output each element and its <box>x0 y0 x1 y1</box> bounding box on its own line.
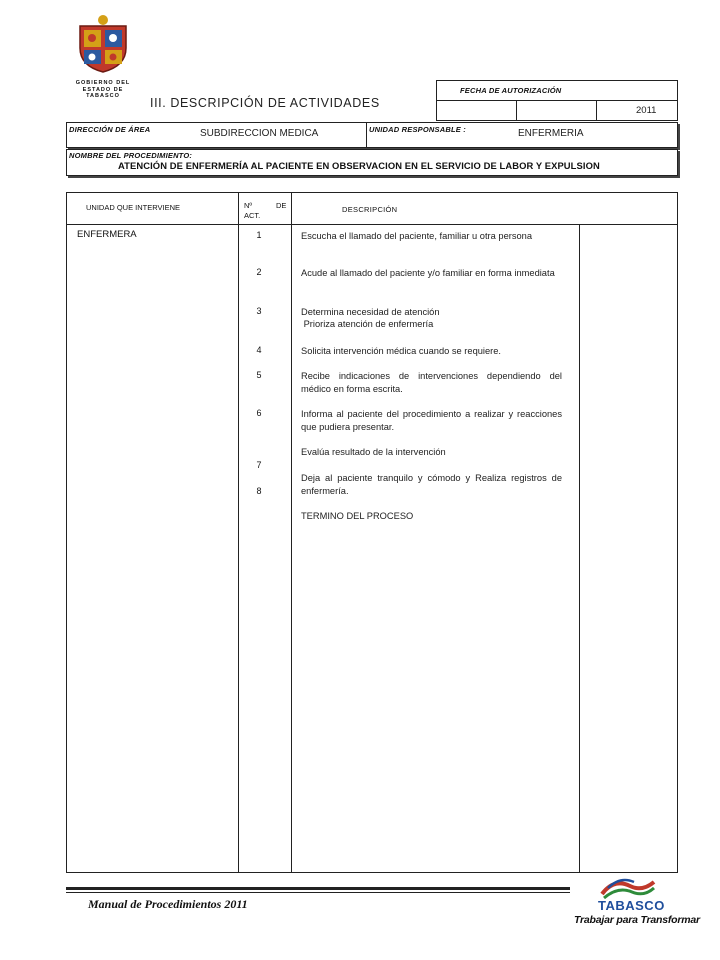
seal-line-3: TABASCO <box>86 93 120 99</box>
step-number-4: 4 <box>256 345 262 355</box>
header-descripcion: DESCRIPCIÓN <box>342 205 398 214</box>
manual-title: Manual de Procedimientos 2011 <box>88 897 248 911</box>
footer-rule-thick <box>66 887 570 890</box>
seal-text <box>72 80 134 100</box>
header-unidad: UNIDAD QUE INTERVIENE <box>86 203 181 212</box>
direccion-area-value: SUBDIRECCION MEDICA <box>200 128 319 139</box>
direccion-area-label: DIRECCIÓN DE ÁREA <box>69 125 151 134</box>
step-description-7: Evalúa resultado de la intervención <box>301 447 446 457</box>
step-description-4: Solicita intervención médica cuando se requiere. <box>301 346 501 356</box>
step-number-8: 8 <box>256 486 262 496</box>
step-description-end: TERMINO DEL PROCESO <box>301 511 414 521</box>
unidad-value: ENFERMERA <box>77 229 137 240</box>
step-description-2: Acude al llamado del paciente y/o familiar en forma inmediata <box>301 268 555 278</box>
government-seal <box>72 12 134 99</box>
fecha-sep-1 <box>516 100 517 121</box>
step-number-1: 1 <box>256 230 262 240</box>
fecha-divider <box>436 100 678 101</box>
step-number-2: 2 <box>256 267 262 277</box>
procedimiento-value: ATENCIÓN DE ENFERMERÍA AL PACIENTE EN OBSERVACION EN EL SERVICIO DE LABOR Y EXPULSION <box>118 160 600 171</box>
step-description-6: Informa al paciente del procedimiento a realizar y reacciones que pudiera presentar. <box>301 409 562 432</box>
step-number-7: 7 <box>256 460 262 470</box>
seal-shield-icon <box>72 12 134 74</box>
unidad-responsable-label: UNIDAD RESPONSABLE : <box>369 125 466 134</box>
section-title: III. DESCRIPCIÓN DE ACTIVIDADES <box>150 96 380 110</box>
brand-name: TABASCO <box>598 898 665 913</box>
footer-rule-thin <box>66 892 570 893</box>
step-number-3: 3 <box>256 306 262 316</box>
step-description-5: Recibe indicaciones de intervenciones dependiendo del médico en forma escrita. <box>301 371 562 394</box>
header-num-b: DE <box>276 201 287 210</box>
col-sep-1 <box>238 192 239 873</box>
brand-slogan: Trabajar para Transformar <box>574 914 700 926</box>
step-description-3b: Prioriza atención de enfermería <box>301 319 434 329</box>
fecha-sep-2 <box>596 100 597 121</box>
activities-table <box>66 192 678 873</box>
direccion-sep <box>366 122 367 148</box>
col-sep-3 <box>579 224 580 873</box>
table-header-divider <box>66 224 678 225</box>
step-number-5: 5 <box>256 370 262 380</box>
step-description-1: Escucha el llamado del paciente, familiar u otra persona <box>301 231 533 241</box>
tabasco-swoosh-icon <box>600 876 656 900</box>
header-num-c: ACT. <box>244 211 261 220</box>
procedimiento-label: NOMBRE DEL PROCEDIMIENTO: <box>69 151 193 160</box>
header-num-a: Nº <box>244 201 253 210</box>
step-description-3: Determina necesidad de atención <box>301 307 440 317</box>
col-sep-2 <box>291 192 292 873</box>
unidad-responsable-value: ENFERMERIA <box>518 128 584 139</box>
step-number-6: 6 <box>256 408 262 418</box>
step-description-8: Deja al paciente tranquilo y cómodo y Realiza registros de enfermería. <box>301 473 562 496</box>
seal-line-2: ESTADO DE <box>82 86 124 93</box>
fecha-autorizacion-label: FECHA DE AUTORIZACIÓN <box>460 86 562 95</box>
tabasco-brand-logo <box>574 872 700 934</box>
seal-line-1: GOBIERNO DEL <box>75 80 131 86</box>
fecha-year: 2011 <box>636 105 657 116</box>
